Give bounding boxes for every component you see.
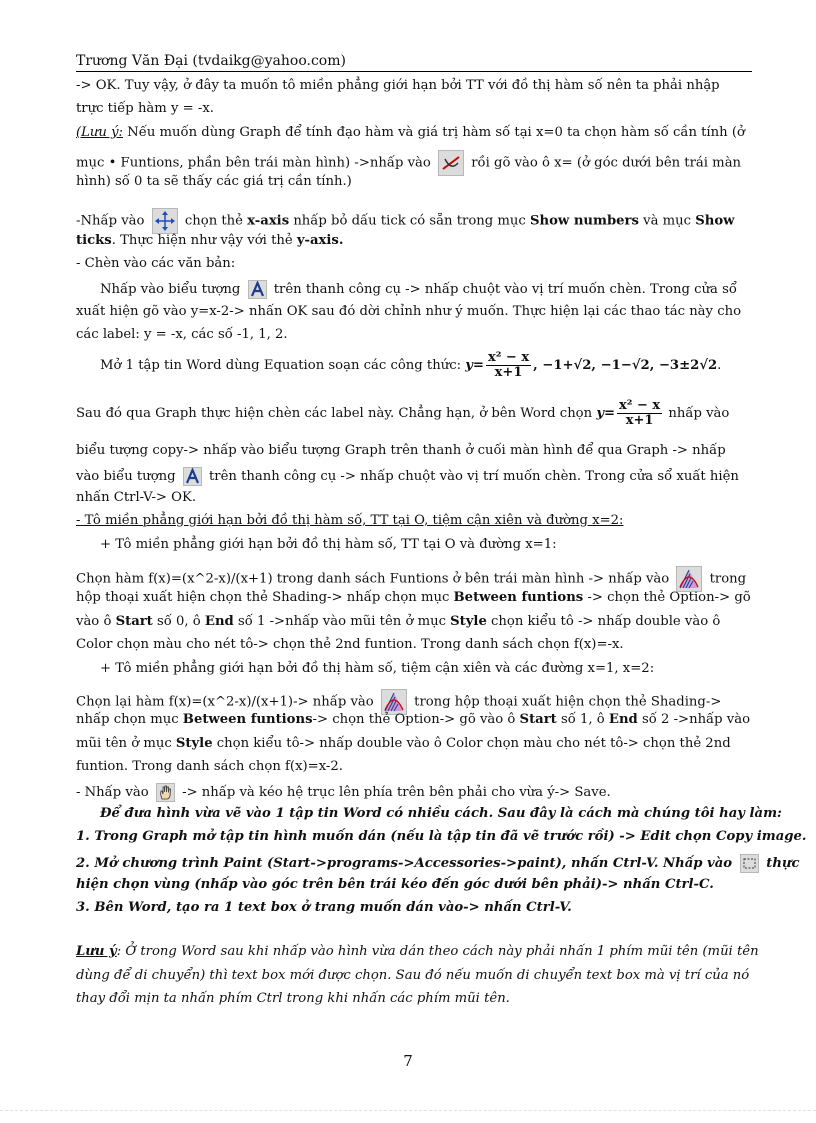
text-run: End — [608, 712, 638, 727]
text-run: nhấp vào — [664, 406, 730, 421]
text-run: End — [204, 614, 234, 629]
text-run: Mở 1 tập tin Word dùng Equation soạn các công thức: — [100, 358, 466, 373]
text-run: vào biểu tượng — [76, 469, 176, 484]
text-run: hộp thoại xuất hiện chọn thẻ Shading-> nhấp chọn mục — [76, 590, 454, 605]
text-run: chọn kiểu tô-> nhấp double vào ô Color chọn màu cho nét tô-> chọn thẻ 2nd — [212, 736, 731, 751]
text-run: Nhấp vào biểu tượng — [100, 282, 241, 297]
text-run: Sau đó qua Graph thực hiện chèn các label này. Chẳng hạn, ở bên Word chọn — [76, 406, 597, 421]
text-run: - Chèn vào các văn bản: — [76, 256, 236, 271]
equation-fraction — [486, 351, 531, 380]
text-line — [76, 208, 752, 234]
fraction-numerator: x² − x — [619, 398, 661, 413]
text-run: nhấn Ctrl-V-> OK. — [76, 490, 197, 505]
text-run: rồi gõ vào ô x= (ở góc dưới bên trái màn — [471, 155, 742, 171]
text-run: trong — [709, 571, 747, 587]
text-run: + Tô miền phẳng giới hạn bởi đồ thị hàm số, TT tại O và đường x=1: — [100, 537, 557, 552]
equation-sign: = — [472, 358, 484, 373]
text-run: hiện chọn vùng (nhấp vào góc trên bên trái kéo đến góc dưới bên phải)-> nhấn Ctrl-C. — [76, 877, 714, 892]
text-run: vào ô — [76, 614, 116, 629]
fraction-denominator: x+1 — [625, 413, 654, 428]
text-run: Chọn lại hàm f(x)=(x^2-x)/(x+1)-> nhấp vào — [76, 694, 374, 710]
text-run: Between funtions — [182, 712, 313, 727]
text-run: dùng để di chuyển) thì text box mới được chọn. Sau đó nếu muốn di chuyển text box mà vị trí của nó — [76, 968, 750, 983]
text-run: số 1 ->nhấp vào mũi tên ở mục — [233, 614, 451, 629]
text-line — [100, 280, 752, 299]
text-run: Start — [519, 712, 557, 727]
hand-icon[interactable] — [156, 783, 175, 802]
text-run: -> chọn thẻ Option-> gõ vào ô — [312, 712, 520, 727]
fraction-denominator: x+1 — [494, 365, 523, 380]
text-run: ticks — [76, 233, 112, 248]
text-line — [76, 759, 752, 775]
text-run: . Thực hiện như vậy với thẻ — [111, 233, 297, 248]
equation-fraction — [617, 399, 662, 428]
axes-move-icon[interactable] — [152, 208, 178, 234]
page-number: 7 — [403, 1052, 413, 1070]
text-run: số 2 ->nhấp vào — [637, 712, 751, 727]
text-run: Style — [175, 736, 213, 751]
text-line — [76, 78, 752, 94]
text-run: Chọn hàm f(x)=(x^2-x)/(x+1) trong danh sách Funtions ở bên trái màn hình -> nhấp vào — [76, 571, 670, 587]
fraction-numerator: x² − x — [487, 350, 530, 365]
text-run: mũi tên ở mục — [76, 736, 176, 751]
note-label: Lưu ý — [76, 944, 117, 959]
text-run: : Ở trong Word sau khi nhấp vào hình vừa dán theo cách này phải nhấn 1 phím mũi tên (mũi tên — [116, 944, 759, 959]
insert-label-icon[interactable] — [183, 467, 202, 486]
text-run: trong hộp thoại xuất hiện chọn thẻ Shading-> — [414, 694, 722, 710]
subsection-line — [100, 537, 752, 553]
text-run: nhấp bỏ dấu tick có sẵn trong mục — [289, 213, 530, 229]
text-run: + Tô miền phẳng giới hạn bởi đồ thị hàm số, tiệm cận xiên và các đường x=1, x=2: — [100, 661, 655, 676]
text-run: 1. Trong Graph mở tập tin hình muốn dán (nếu là tập tin đã vẽ trước rồi) -> Edit chọn Copy image. — [76, 829, 807, 844]
text-line — [76, 637, 752, 653]
text-line — [76, 566, 752, 592]
text-run: y-axis. — [296, 233, 344, 248]
text-run: chọn kiểu tô -> nhấp double vào ô — [486, 614, 721, 629]
text-run: . — [717, 358, 722, 373]
text-run: Show — [695, 213, 735, 229]
text-line — [76, 614, 752, 630]
text-run: - Tô miền phẳng giới hạn bởi đồ thị hàm số, TT tại O, tiệm cận xiên và đường x=2: — [76, 513, 624, 528]
page-header: Trương Văn Đại (tvdaikg@yahoo.com) — [76, 53, 752, 72]
text-run: Nếu muốn dùng Graph để tính đạo hàm và giá trị hàm số tại x=0 ta chọn hàm số cần tính (ở — [122, 125, 745, 140]
text-run: chọn thẻ — [184, 213, 248, 229]
text-run: Để đưa hình vừa vẽ vào 1 tập tin Word có nhiều cách. Sau đây là cách mà chúng tôi hay làm: — [100, 806, 782, 821]
shading-icon[interactable] — [676, 566, 702, 592]
text-run: Start — [115, 614, 153, 629]
step-line — [76, 877, 752, 893]
text-run: thay đổi mịn ta nhấn phím Ctrl trong khi nhấn các phím mũi tên. — [76, 991, 510, 1006]
text-run: - Nhấp vào — [76, 785, 149, 800]
text-run: các label: y = -x, các số -1, 1, 2. — [76, 327, 288, 342]
text-run: -> OK. Tuy vậy, ở đây ta muốn tô miền phẳng giới hạn bởi TT với đồ thị hàm số nên ta phải nhập — [76, 78, 720, 93]
insert-label-icon[interactable] — [248, 280, 267, 299]
text-run: trực tiếp hàm y = -x. — [76, 101, 214, 116]
text-run: Show numbers — [529, 213, 639, 229]
step-line — [76, 854, 800, 873]
text-run: funtion. Trong danh sách chọn f(x)=x-2. — [76, 759, 343, 774]
emphasis-line — [100, 806, 782, 822]
text-line — [76, 712, 752, 728]
text-line — [76, 327, 752, 343]
step-line — [76, 829, 807, 845]
equation-var: y — [596, 406, 604, 421]
equation-sign: = — [603, 406, 616, 421]
page-divider — [0, 1110, 816, 1111]
text-line — [76, 736, 752, 752]
text-run: biểu tượng copy-> nhấp vào biểu tượng Graph trên thanh ở cuối màn hình để qua Graph -> nhấp — [76, 443, 726, 458]
note-line — [76, 125, 752, 141]
select-rectangle-icon[interactable] — [740, 854, 759, 873]
text-line — [76, 399, 752, 429]
text-line — [76, 256, 752, 272]
note-line — [76, 968, 752, 984]
text-line — [76, 590, 752, 606]
section-heading — [76, 513, 752, 529]
step-line — [76, 900, 752, 916]
note-label: (Lưu ý: — [76, 125, 123, 140]
text-line — [76, 174, 752, 190]
text-run: 3. Bên Word, tạo ra 1 text box ở trang muốn dán vào-> nhấn Ctrl-V. — [76, 900, 572, 915]
text-run: 2. Mở chương trình Paint (Start->programs->Accessories->paint), nhấn Ctrl-V. Nhấp vào — [76, 856, 733, 871]
text-run: Style — [450, 614, 487, 629]
text-line — [76, 150, 752, 176]
text-run: Color chọn màu cho nét tô-> chọn thẻ 2nd funtion. Trong danh sách chọn f(x)=-x. — [76, 637, 624, 652]
text-run: mục • Funtions, phần bên trái màn hình) ->nhấp vào — [76, 155, 431, 171]
text-run: Between funtions — [453, 590, 584, 605]
tangent-icon[interactable] — [438, 150, 464, 176]
text-run: -> chọn thẻ Option-> gõ — [583, 590, 751, 605]
text-line — [76, 783, 752, 802]
text-run: -Nhấp vào — [76, 213, 145, 229]
text-run: xuất hiện gõ vào y=x-2-> nhấn OK sau đó dời chỉnh như ý muốn. Thực hiện lại các thao tác này cho — [76, 304, 742, 319]
text-run: thực — [766, 856, 800, 871]
text-line — [76, 233, 752, 249]
text-line — [76, 443, 752, 459]
text-line — [76, 467, 752, 486]
text-run: trên thanh công cụ -> nhấp chuột vào vị trí muốn chèn. Trong cửa sổ — [273, 282, 737, 297]
subsection-line — [100, 661, 752, 677]
text-run: số 1, ô — [556, 712, 609, 727]
text-run: số 0, ô — [152, 614, 205, 629]
text-line — [76, 101, 752, 117]
note-line — [76, 991, 752, 1007]
note-line — [76, 944, 759, 960]
text-run: nhấp chọn mục — [76, 712, 183, 727]
equation-values: , −1+√2, −1−√2, −3±2√2 — [533, 358, 718, 373]
text-line — [76, 304, 752, 320]
equation-line — [100, 351, 752, 381]
text-run: x-axis — [247, 213, 290, 229]
text-run: hình) số 0 ta sẽ thấy các giá trị cần tính.) — [76, 174, 352, 189]
text-run: trên thanh công cụ -> nhấp chuột vào vị trí muốn chèn. Trong cửa sổ xuất hiện — [208, 469, 739, 484]
text-line — [76, 490, 752, 506]
equation-var: y — [465, 358, 473, 373]
text-run: -> nhấp và kéo hệ trục lên phía trên bên phải cho vừa ý-> Save. — [182, 785, 611, 800]
text-run: và mục — [638, 213, 696, 229]
